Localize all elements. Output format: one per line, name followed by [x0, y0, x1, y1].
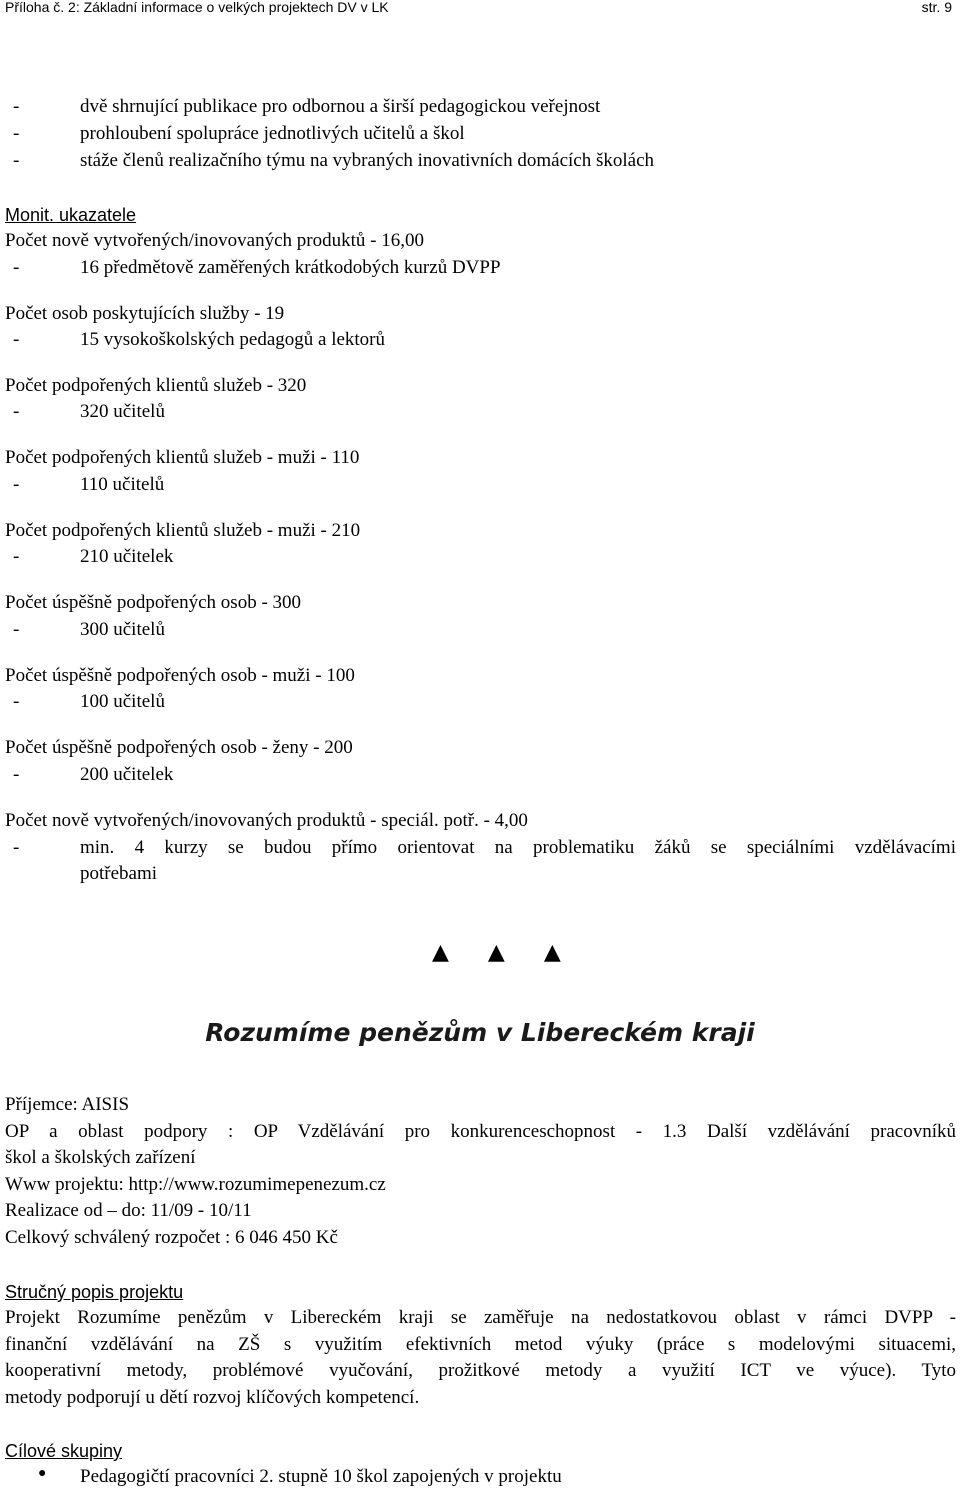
indicator-sub: 100 učitelů — [80, 691, 165, 712]
indicator-sub-cont: potřebami — [80, 863, 158, 884]
project-title: Rozumíme penězům v Libereckém kraji — [205, 1018, 755, 1047]
indicator-sub: 16 předmětově zaměřených krátkodobých kurzů DVPP — [80, 257, 501, 278]
indicator-label: Počet nově vytvořených/inovovaných produktů - speciál. potř. - 4,00 — [5, 810, 528, 831]
realization: Realizace od – do: 11/09 - 10/11 — [5, 1200, 252, 1221]
indicator-sub: 110 učitelů — [80, 474, 165, 495]
page-header — [5, 0, 952, 20]
indicator-label: Počet podpořených klientů služeb - 320 — [5, 375, 307, 396]
list-item-text: dvě shrnující publikace pro odbornou a širší pedagogickou veřejnost — [80, 96, 601, 117]
list-item-text: prohloubení spolupráce jednotlivých učitelů a škol — [80, 123, 465, 144]
indicator-label: Počet podpořených klientů služeb - muži - 110 — [5, 447, 360, 468]
list-item-text: stáže členů realizačního týmu na vybraných inovativních domácích školách — [80, 150, 655, 171]
op-line: OP a oblast podpory : OP Vzdělávání pro konkurenceschopnost - 1.3 Další vzdělávání pracovníků — [5, 1121, 956, 1142]
indicator-sub: 15 vysokoškolských pedagogů a lektorů — [80, 329, 386, 350]
indicator-sub: 300 učitelů — [80, 619, 165, 640]
bullet-icon: ● — [38, 1466, 47, 1481]
section-separator: ▲ ▲ ▲ — [432, 940, 577, 965]
indicator-label: Počet podpořených klientů služeb - muži - 210 — [5, 520, 361, 541]
description-line: Projekt Rozumíme penězům v Libereckém kraji se zaměřuje na nedostatkovou oblast v rámci DVPP - — [5, 1307, 956, 1328]
target-heading: Cílové skupiny — [5, 1441, 123, 1461]
description-line: kooperativní metody, problémové vyučování, prožitkové metody a využití ICT ve výuce). Tyto — [5, 1360, 956, 1381]
indicator-sub: 200 učitelek — [80, 764, 174, 785]
indicator-sub: min. 4 kurzy se budou přímo orientovat na problematiku žáků se speciálními vzdělávacími — [80, 837, 956, 858]
description-line: finanční vzdělávání na ZŠ s využitím efektivních metod výuky (práce s modelovými situacemi, — [5, 1334, 956, 1355]
indicator-label: Počet úspěšně podpořených osob - 300 — [5, 592, 302, 613]
project-web: Www projektu: http://www.rozumimepenezum.cz — [5, 1174, 386, 1195]
indicator-sub: 210 učitelek — [80, 546, 174, 567]
indicator-label: Počet nově vytvořených/inovovaných produktů - 16,00 — [5, 230, 424, 251]
indicator-sub: 320 učitelů — [80, 401, 165, 422]
indicator-label: Počet úspěšně podpořených osob - ženy - 200 — [5, 737, 353, 758]
monit-heading: Monit. ukazatele — [5, 205, 137, 225]
header-title: Příloha č. 2: Základní informace o velkých projektech DV v LK — [5, 0, 389, 15]
description-heading: Stručný popis projektu — [5, 1282, 184, 1302]
indicator-label: Počet osob poskytujících služby - 19 — [5, 303, 285, 324]
description-line: metody podporují u dětí rozvoj klíčových kompetencí. — [5, 1387, 420, 1408]
target-item: Pedagogičtí pracovníci 2. stupně 10 škol zapojených v projektu — [80, 1466, 562, 1487]
indicator-label: Počet úspěšně podpořených osob - muži - 100 — [5, 665, 355, 686]
recipient: Příjemce: AISIS — [5, 1094, 130, 1115]
budget: Celkový schválený rozpočet : 6 046 450 Kč — [5, 1227, 338, 1248]
page-number: str. 9 — [921, 0, 952, 15]
op-line-cont: škol a školských zařízení — [5, 1147, 196, 1168]
